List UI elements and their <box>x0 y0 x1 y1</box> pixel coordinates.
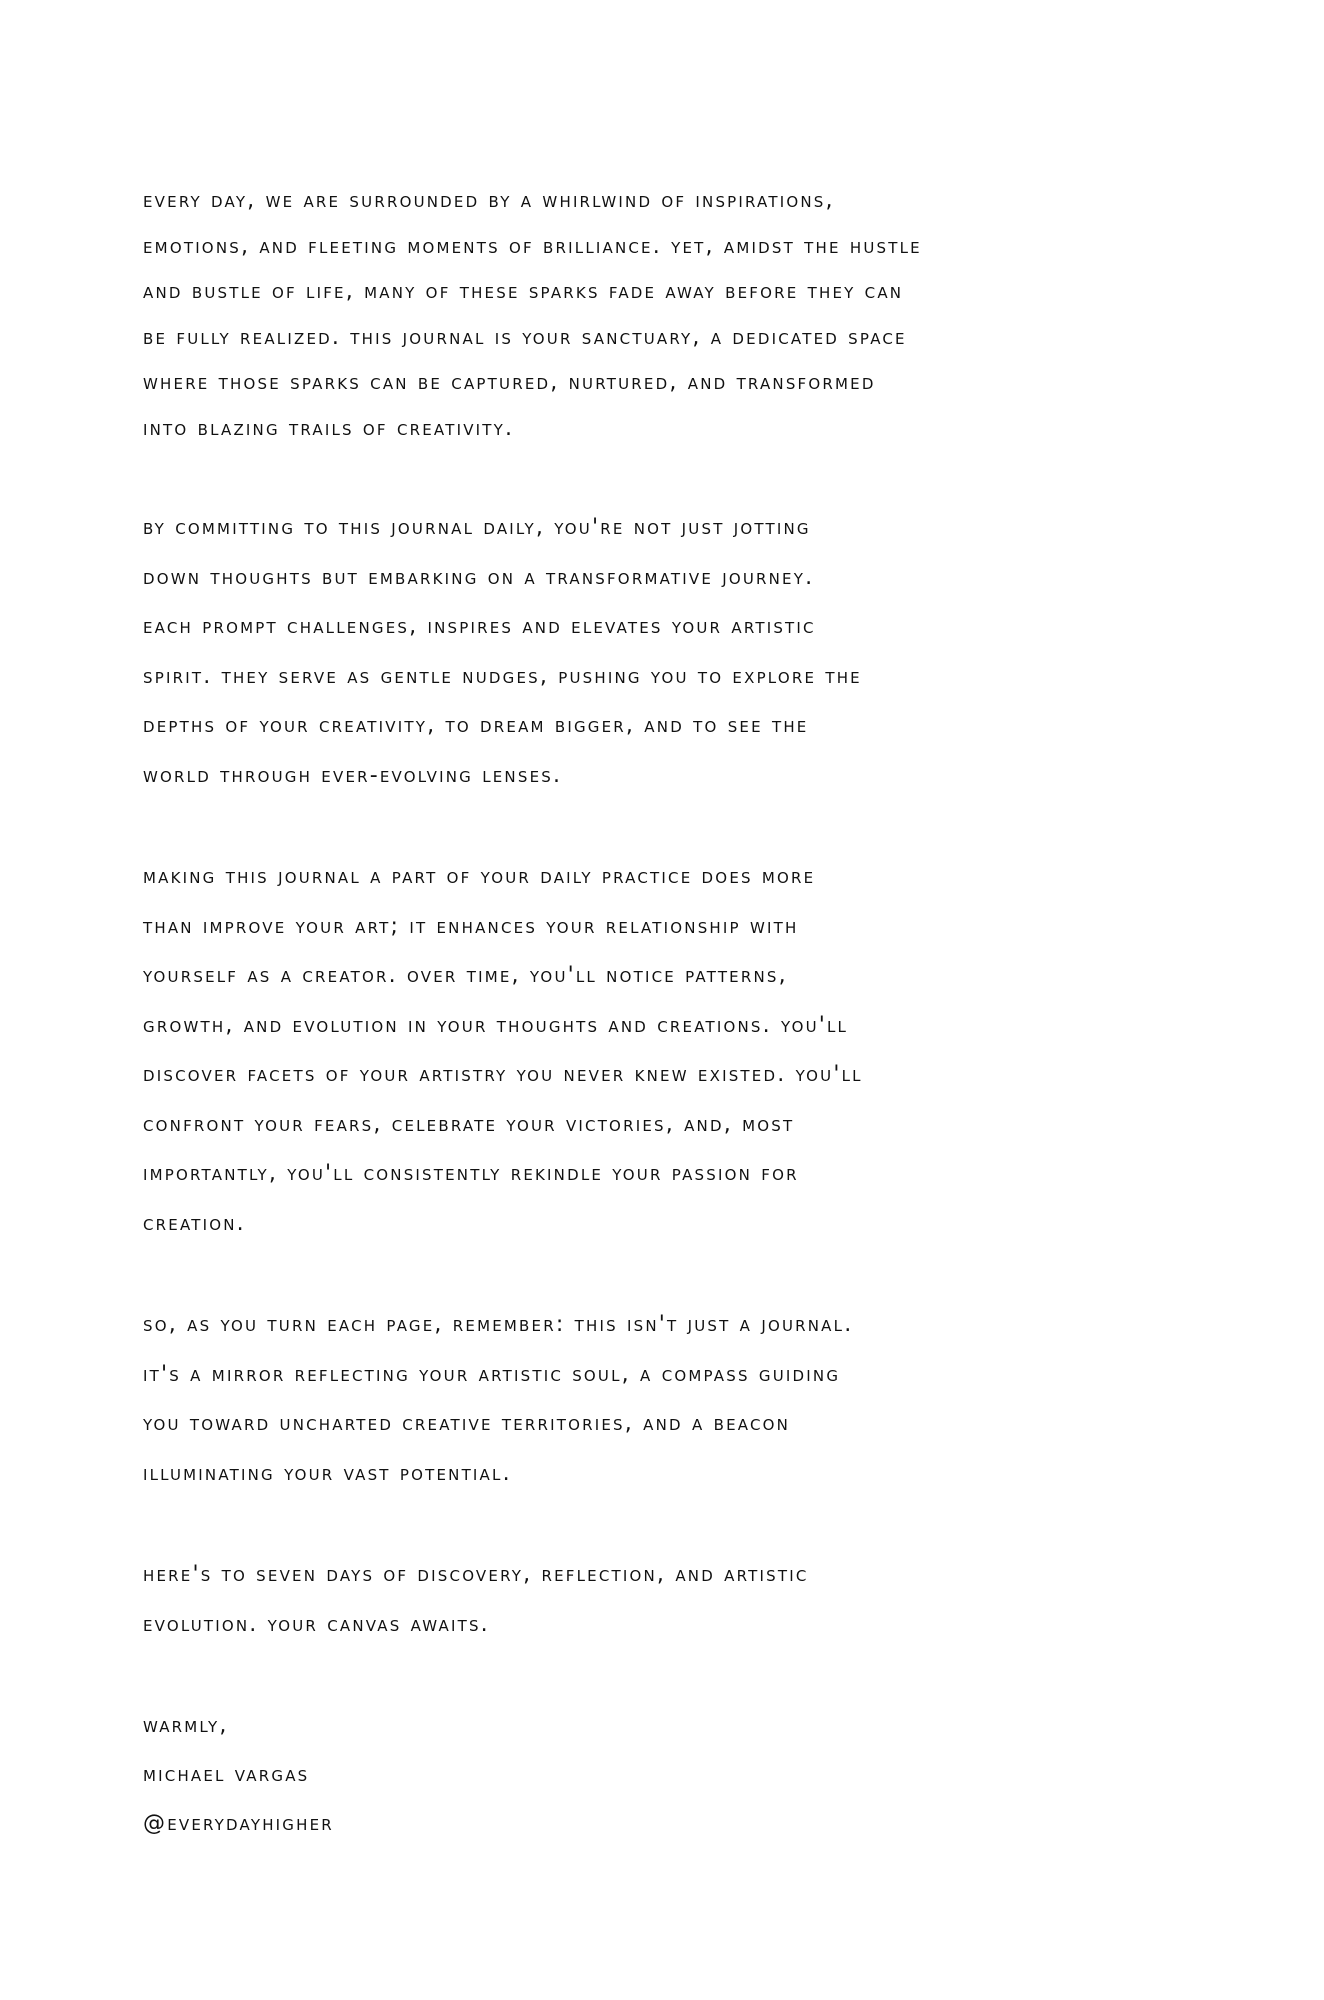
text-line: evolution. your canvas awaits. <box>143 1611 490 1637</box>
text-line: every day, we are surrounded by a whirlwind of inspirations, <box>143 188 835 213</box>
text-line: so, as you turn each page, remember: this isn't just a journal. <box>143 1312 854 1337</box>
text-line: world through ever-evolving lenses. <box>143 762 563 788</box>
paragraph-practice <box>143 852 1183 1248</box>
text-line: you toward uncharted creative territories, and a beacon <box>143 1411 791 1436</box>
signoff-block <box>143 1701 1183 1848</box>
text-line: be fully realized. this journal is your sanctuary, a dedicated space <box>143 324 907 350</box>
text-line: and bustle of life, many of these sparks fade away before they can <box>143 279 904 304</box>
paragraph-toast <box>143 1550 1183 1649</box>
text-line: creation. <box>143 1210 246 1236</box>
text-line: yourself as a creator. over time, you'll notice patterns, <box>143 963 788 988</box>
text-line: each prompt challenges, inspires and elevates your artistic <box>143 614 816 639</box>
text-line: importantly, you'll consistently rekindle your passion for <box>143 1161 799 1186</box>
signoff-name: michael vargas <box>143 1762 310 1787</box>
text-line: here's to seven days of discovery, reflection, and artistic <box>143 1562 809 1587</box>
text-line: emotions, and fleeting moments of brilliance. yet, amidst the hustle <box>143 233 922 259</box>
text-line: by committing to this journal daily, you're not just jotting <box>143 515 811 540</box>
paragraph-commitment <box>143 503 1183 800</box>
text-line: making this journal a part of your daily practice does more <box>143 864 816 889</box>
text-line: where those sparks can be captured, nurtured, and transformed <box>143 370 876 395</box>
text-line: illuminating your vast potential. <box>143 1460 512 1486</box>
text-line: depths of your creativity, to dream bigger, and to see the <box>143 713 809 738</box>
signoff-closing: warmly, <box>143 1713 229 1738</box>
text-line: discover facets of your artistry you never knew existed. you'll <box>143 1062 863 1087</box>
text-line: it's a mirror reflecting your artistic soul, a compass guiding <box>143 1361 841 1387</box>
paragraph-intro <box>143 178 1183 451</box>
text-line: confront your fears, celebrate your victories, and, most <box>143 1111 795 1137</box>
journal-intro-letter <box>143 178 1183 1848</box>
text-line: into blazing trails of creativity. <box>143 415 515 441</box>
text-line: than improve your art; it enhances your relationship with <box>143 913 799 939</box>
paragraph-reminder <box>143 1300 1183 1498</box>
text-line: growth, and evolution in your thoughts and creations. you'll <box>143 1012 849 1038</box>
signoff-handle: @everydayhigher <box>143 1811 334 1836</box>
text-line: spirit. they serve as gentle nudges, pushing you to explore the <box>143 663 862 689</box>
text-line: down thoughts but embarking on a transformative journey. <box>143 564 815 590</box>
